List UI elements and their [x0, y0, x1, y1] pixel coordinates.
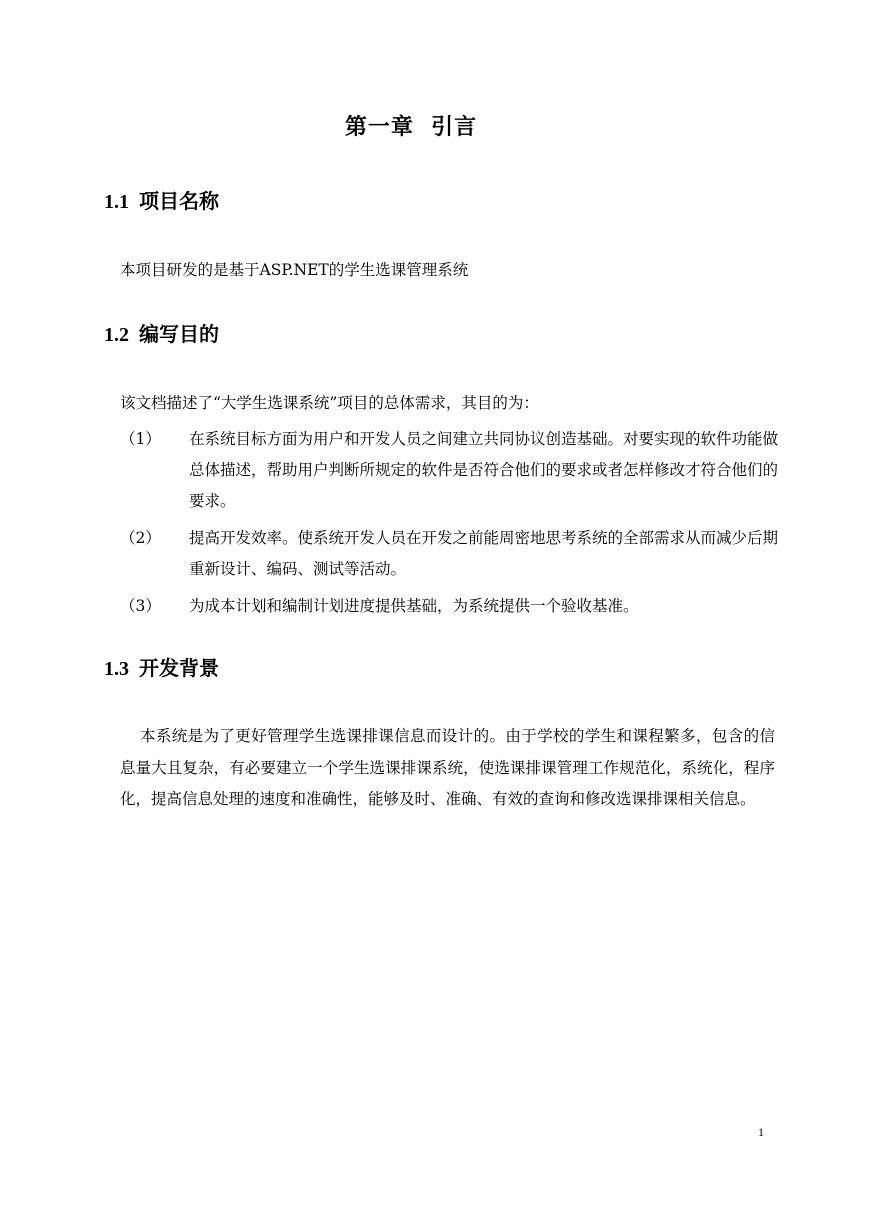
list-item-text: 为成本计划和编制计划进度提供基础，为系统提供一个验收基准。 [189, 597, 639, 615]
section-heading-1-1 [104, 186, 219, 217]
list-item-text: 在系统目标方面为用户和开发人员之间建立共同协议创造基础。对要实现的软件功能做总体描述，帮助用户判断所规定的软件是否符合他们的要求或者怎样修改才符合他们的要求。 [189, 430, 779, 510]
section-number: 1.3 [104, 658, 129, 680]
list-item [120, 424, 780, 517]
purpose-list [120, 424, 780, 628]
section-heading-1-3 [104, 653, 219, 684]
chapter-title: 第一章 引言 [344, 115, 478, 140]
section-title: 项目名称 [139, 189, 219, 213]
list-item [120, 523, 780, 585]
section-number: 1.1 [104, 191, 129, 213]
section-number: 1.2 [104, 324, 129, 346]
section-heading-1-2 [104, 319, 219, 350]
section-title: 编写目的 [139, 322, 219, 346]
section-title: 开发背景 [139, 656, 219, 680]
list-item-text: 提高开发效率。使系统开发人员在开发之前能周密地思考系统的全部需求从而减少后期重新设计、编码、测试等活动。 [189, 529, 779, 578]
list-item-marker: （2） [120, 529, 161, 547]
list-item-marker: （3） [120, 597, 161, 615]
background-paragraph: 本系统是为了更好管理学生选课排课信息而设计的。由于学校的学生和课程繁多，包含的信息量大且复杂，有必要建立一个学生选课排课系统，使选课排课管理工作规范化，系统化，程序化，提高信息处理的速度和准确性，能够及时、准确、有效的查询和修改选课排课相关信息。 [120, 727, 775, 808]
project-name-text: 本项目研发的是基于ASP.NET的学生选课管理系统 [120, 261, 469, 279]
list-item [120, 591, 780, 622]
list-item-marker: （1） [120, 430, 161, 448]
page-number: 1 [758, 1125, 764, 1139]
purpose-intro: 该文档描述了“大学生选课系统”项目的总体需求，其目的为： [120, 394, 539, 412]
